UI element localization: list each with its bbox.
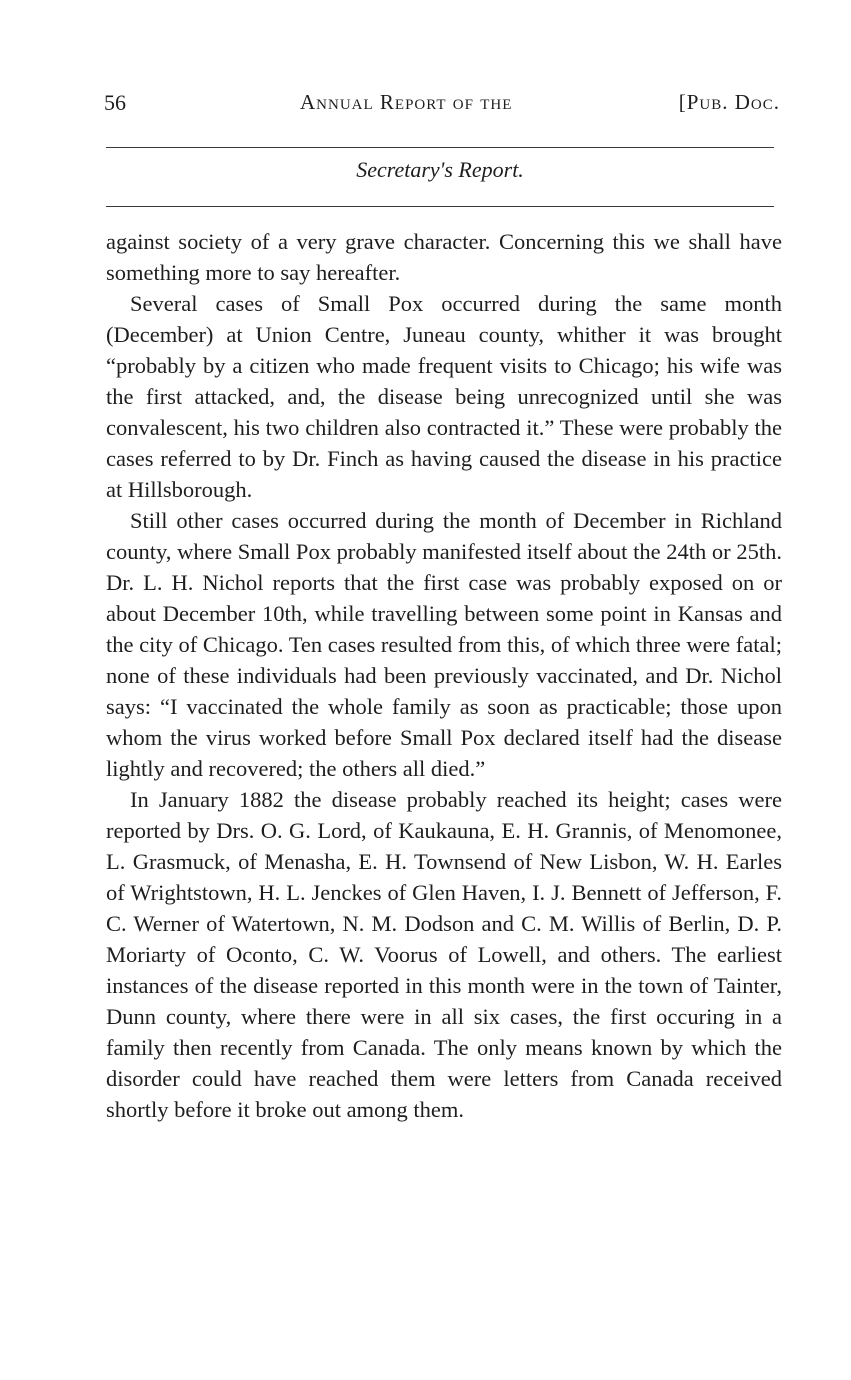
header-rule-top: [106, 147, 774, 148]
paragraph: against society of a very grave character. Concerning this we shall have something more to say hereafter.: [106, 229, 782, 285]
report-title: Annual Report of the: [300, 90, 513, 114]
running-head: [104, 88, 780, 118]
paragraph: Several cases of Small Pox occurred during the same month (December) at Union Centre, Juneau county, whither it was brought “probably by a citizen who made frequent visits to Chicago; his wife was the first attacked, and, the disease being unrecognized until she was convalescent, his two children also contracted it.” These were probably the cases referred to by Dr. Finch as having caused the disease in his practice at Hillsborough.: [106, 291, 782, 502]
header-rule-bottom: [106, 206, 774, 207]
paragraph: In January 1882 the disease probably reached its height; cases were reported by Drs. O. G. Lord, of Kaukauna, E. H. Grannis, of Menomonee, L. Grasmuck, of Menasha, E. H. Townsend of New Lisbon, W. H. Earles of Wrightstown, H. L. Jenckes of Glen Haven, I. J. Bennett of Jefferson, F. C. Werner of Watertown, N. M. Dodson and C. M. Willis of Berlin, D. P. Moriarty of Oconto, C. W. Voorus of Lowell, and others. The earliest instances of the disease reported in this month were in the town of Tainter, Dunn county, where there were in all six cases, the first occuring in a family then recently from Canada. The only means known by which the disorder could have reached them were letters from Canada received shortly before it broke out among them.: [106, 787, 782, 1122]
paragraph: Still other cases occurred during the month of December in Richland county, where Small Pox probably manifested itself about the 24th or 25th. Dr. L. H. Nichol reports that the first case was probably exposed on or about December 10th, while travelling between some point in Kansas and the city of Chicago. Ten cases resulted from this, of which three were fatal; none of these individuals had been previously vaccinated, and Dr. Nichol says: “I vaccinated the whole family as soon as practicable; those upon whom the virus worked before Small Pox declared itself had the disease lightly and recovered; the others all died.”: [106, 508, 782, 781]
section-title: Secretary's Report.: [356, 157, 524, 182]
document-reference: [Pub. Doc.: [678, 90, 780, 114]
page-number: 56: [104, 90, 126, 115]
body-text: [106, 226, 782, 1125]
